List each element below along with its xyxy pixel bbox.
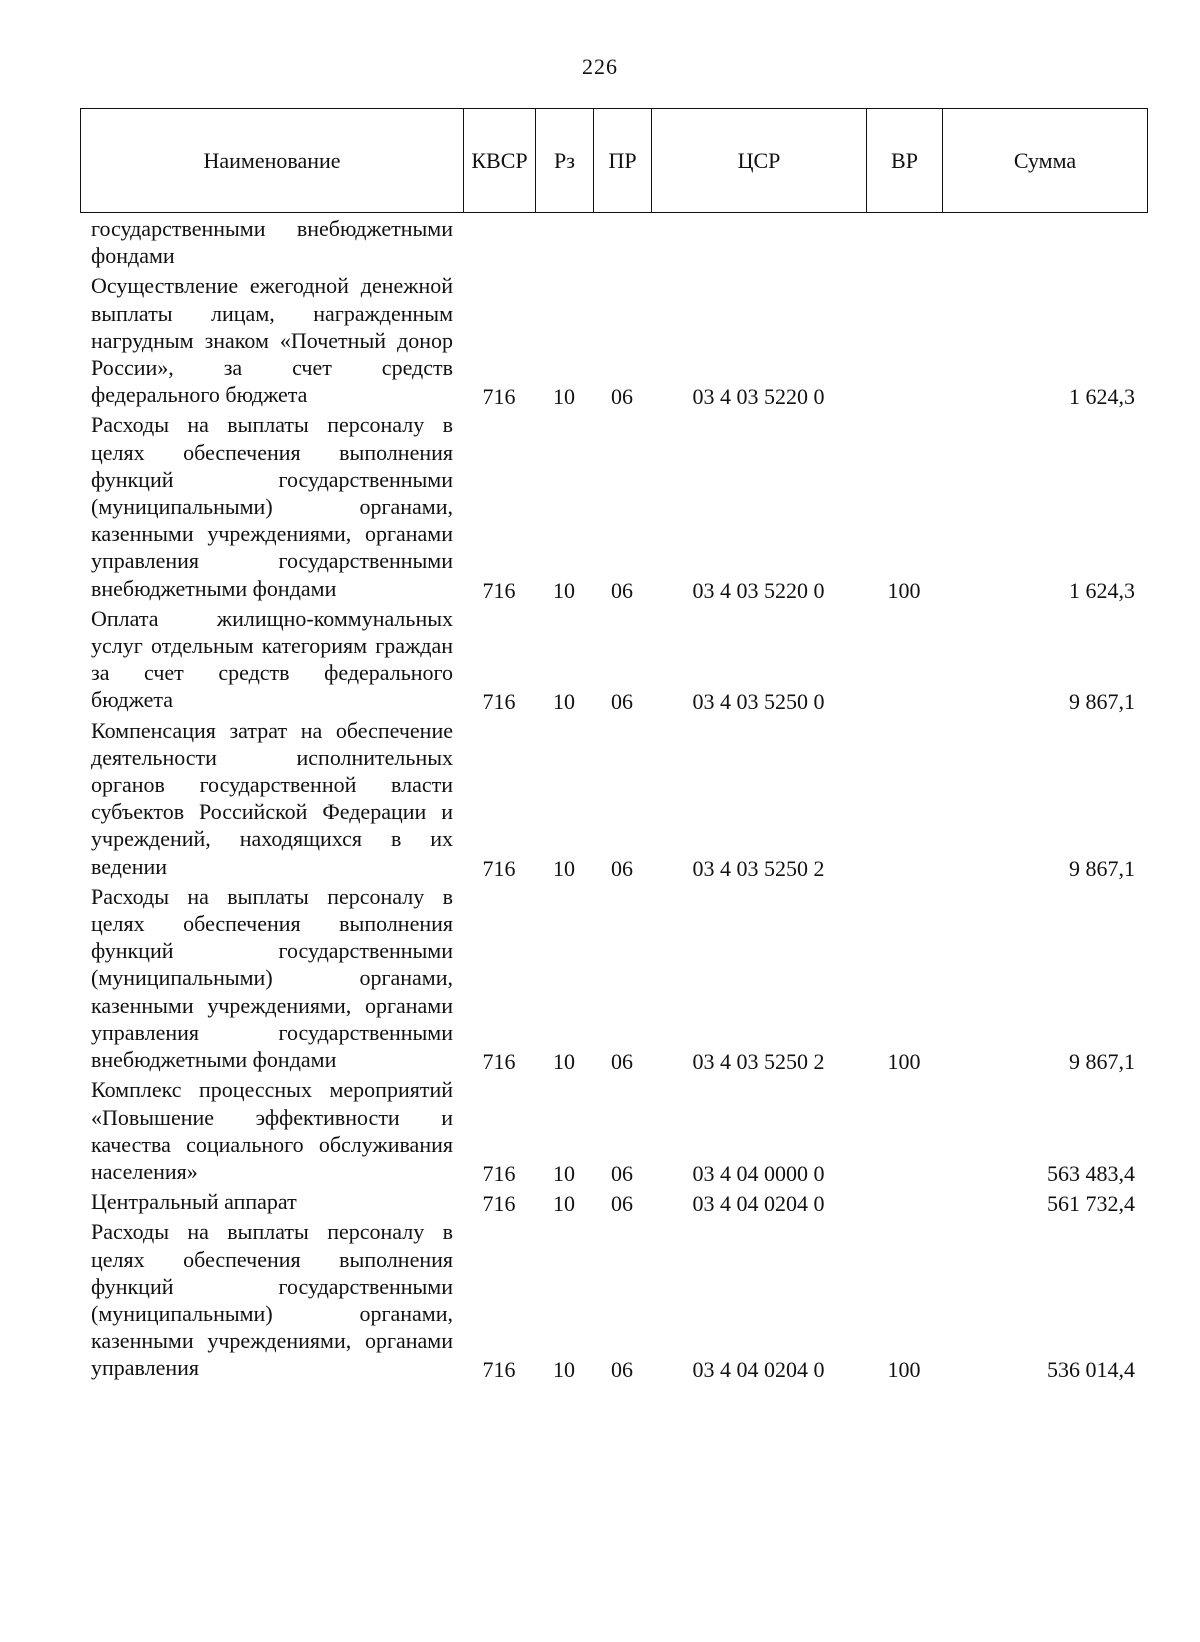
row-rz: 10 — [553, 1049, 575, 1075]
table-row — [80, 214, 1147, 271]
row-name: Оплата жилищно-коммунальных услуг отдельным категориям граждан за счет средств федерального бюджета — [91, 605, 453, 713]
row-name: Расходы на выплаты персоналу в целях обеспечения выполнения функций государственными (муниципальными) органами, казенными учреждениями, органами управления — [91, 1219, 453, 1381]
row-kvsr: 716 — [482, 1049, 516, 1075]
header-sum: Сумма — [943, 109, 1148, 213]
row-vr: 100 — [887, 1357, 921, 1383]
row-name: Комплекс процессных мероприятий «Повышение эффективности и качества социального обслуживания населения» — [91, 1077, 453, 1184]
row-pr: 06 — [611, 1049, 633, 1075]
row-kvsr — [463, 214, 535, 271]
row-rz: 10 — [553, 577, 575, 603]
row-sum: 563 483,4 — [1047, 1160, 1135, 1186]
row-name: Расходы на выплаты персоналу в целях обеспечения выполнения функций государственными (муниципальными) органами, казенными учреждениями, органами управления государственными внебюджетными фондами — [91, 883, 453, 1073]
table-row — [80, 1217, 1147, 1383]
row-csr: 03 4 03 5220 0 — [692, 384, 825, 410]
header-vr: ВР — [867, 109, 943, 213]
header-kvsr: КВСР — [464, 109, 536, 213]
row-sum: 1 624,3 — [1069, 577, 1135, 603]
row-sum — [942, 214, 1147, 271]
row-rz: 10 — [553, 1357, 575, 1383]
row-kvsr: 716 — [482, 689, 516, 715]
row-csr: 03 4 03 5220 0 — [692, 577, 825, 603]
row-csr: 03 4 03 5250 2 — [692, 1049, 825, 1075]
row-vr: 100 — [887, 1049, 921, 1075]
row-csr: 03 4 04 0204 0 — [692, 1357, 825, 1383]
row-pr: 06 — [611, 384, 633, 410]
table-row — [80, 1075, 1147, 1187]
row-rz: 10 — [553, 384, 575, 410]
row-rz: 10 — [553, 1160, 575, 1186]
header-rz: Рз — [536, 109, 594, 213]
row-vr: 100 — [887, 577, 921, 603]
row-pr: 06 — [611, 689, 633, 715]
row-pr: 06 — [611, 1191, 633, 1217]
table-row — [80, 604, 1147, 716]
row-vr — [866, 1187, 942, 1217]
row-kvsr: 716 — [482, 1191, 516, 1217]
row-rz: 10 — [553, 689, 575, 715]
row-name: государственными внебюджетными фондами — [91, 216, 453, 269]
table-body — [80, 214, 1147, 1384]
row-kvsr: 716 — [482, 384, 516, 410]
row-vr — [866, 604, 942, 716]
table-row — [80, 716, 1147, 882]
row-name: Компенсация затрат на обеспечение деятельности исполнительных органов государственной власти субъектов Российской Федерации и учреждений, находящихся в их ведении — [91, 717, 453, 879]
table-row — [80, 271, 1147, 410]
row-pr: 06 — [611, 1357, 633, 1383]
row-rz: 10 — [553, 855, 575, 881]
row-pr: 06 — [611, 855, 633, 881]
row-sum: 561 732,4 — [1047, 1191, 1135, 1217]
row-csr: 03 4 04 0204 0 — [692, 1191, 825, 1217]
row-csr — [651, 214, 866, 271]
header-csr: ЦСР — [652, 109, 867, 213]
row-pr: 06 — [611, 577, 633, 603]
row-name: Расходы на выплаты персоналу в целях обеспечения выполнения функций государственными (муниципальными) органами, казенными учреждениями, органами управления государственными внебюджетными фондами — [91, 412, 453, 601]
row-csr: 03 4 03 5250 2 — [692, 855, 825, 881]
row-rz — [535, 214, 593, 271]
row-csr: 03 4 04 0000 0 — [692, 1160, 825, 1186]
row-pr — [593, 214, 651, 271]
header-name: Наименование — [81, 109, 464, 213]
table-row — [80, 882, 1147, 1075]
row-sum: 1 624,3 — [1069, 384, 1135, 410]
row-name: Осуществление ежегодной денежной выплаты лицам, награжденным нагрудным знаком «Почетный донор России», за счет средств федерального бюджета — [91, 273, 453, 408]
table-header — [80, 108, 1148, 213]
row-kvsr: 716 — [482, 1357, 516, 1383]
page-number: 226 — [582, 54, 618, 79]
row-kvsr: 716 — [482, 1160, 516, 1186]
row-sum: 9 867,1 — [1069, 689, 1135, 715]
row-vr — [866, 271, 942, 410]
row-sum: 536 014,4 — [1047, 1357, 1135, 1383]
table-row — [80, 410, 1147, 603]
row-sum: 9 867,1 — [1069, 1049, 1135, 1075]
row-sum: 9 867,1 — [1069, 855, 1135, 881]
table-row — [80, 1187, 1147, 1217]
row-rz: 10 — [553, 1191, 575, 1217]
row-csr: 03 4 03 5250 0 — [692, 689, 825, 715]
row-vr — [866, 214, 942, 271]
row-kvsr: 716 — [482, 855, 516, 881]
row-kvsr: 716 — [482, 577, 516, 603]
row-pr: 06 — [611, 1160, 633, 1186]
row-vr — [866, 1075, 942, 1187]
header-pr: ПР — [594, 109, 652, 213]
row-name: Центральный аппарат — [91, 1189, 297, 1215]
row-vr — [866, 716, 942, 882]
